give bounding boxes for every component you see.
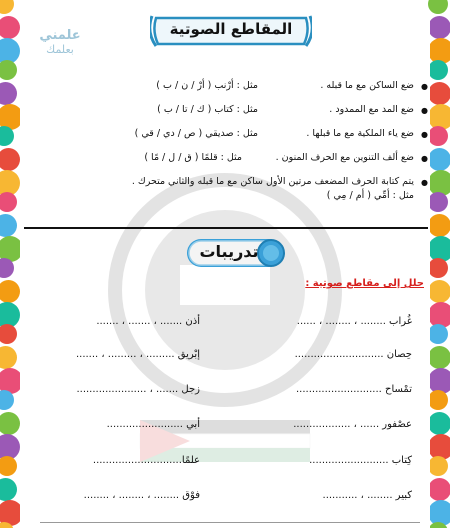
exercise-item: إبْريق ......... ، ......... ، ....... bbox=[75, 349, 200, 360]
exercises-label: تدريبات bbox=[199, 242, 259, 261]
exercise-item: غُراب ........ ، ........ ، ...... bbox=[296, 316, 412, 327]
decorative-dot bbox=[0, 126, 14, 146]
decorative-dot bbox=[0, 412, 20, 435]
bullet-icon: ● bbox=[421, 154, 428, 163]
bullet-icon: ● bbox=[421, 106, 428, 115]
decorative-dot bbox=[428, 346, 450, 369]
exercise-item: علمًا............................ bbox=[92, 455, 200, 466]
decorative-dot bbox=[0, 456, 17, 476]
rule-text: ضع الساكن مع ما قبله . bbox=[320, 80, 414, 91]
decorative-dot bbox=[428, 214, 450, 237]
site-logo bbox=[30, 28, 90, 68]
decorative-dot bbox=[0, 478, 17, 501]
decorative-dot bbox=[0, 148, 20, 171]
bullet-icon: ● bbox=[421, 82, 428, 91]
decorative-dot bbox=[0, 192, 17, 212]
rule-item bbox=[28, 150, 428, 174]
decorative-dot bbox=[0, 0, 14, 14]
decorative-dot bbox=[428, 412, 450, 435]
rules-list bbox=[28, 78, 428, 204]
exercise-item: تمْساح ........................... bbox=[296, 384, 412, 395]
exercise-item: كِتاب ......................... bbox=[309, 455, 412, 466]
decorative-dot bbox=[0, 16, 20, 39]
rule-text: ضع المد مع الممدود . bbox=[329, 104, 414, 115]
decorative-dot bbox=[428, 60, 448, 80]
exercise-item: فوْق ........ ، ........ ، ........ bbox=[83, 490, 200, 501]
rule-item bbox=[28, 126, 428, 150]
decorative-dot bbox=[428, 82, 450, 105]
rule-example: مثل : أمِّي ( أم / مِي ) bbox=[326, 190, 414, 201]
decorative-dot bbox=[0, 214, 17, 237]
decorative-dot bbox=[428, 390, 448, 410]
decorative-dot bbox=[0, 82, 17, 105]
decorative-dot bbox=[0, 258, 14, 278]
decorative-dot bbox=[0, 280, 20, 303]
rule-text: يتم كتابة الحرف المضعف مرتين الأول ساكن مع ما قبله والثاني متحرك . bbox=[131, 176, 414, 187]
rule-text: ضع ياء الملكية مع ما قبلها . bbox=[306, 128, 414, 139]
decorative-dot bbox=[428, 324, 448, 344]
decorative-dot bbox=[0, 346, 17, 369]
exercise-item: أبي ........................ bbox=[106, 419, 200, 430]
decorative-dot bbox=[428, 280, 450, 303]
exercise-item: حِصان ............................ bbox=[294, 349, 412, 360]
page-title: المقاطع الصوتية bbox=[169, 20, 293, 38]
exercise-item: كبير ........ ، ........... bbox=[322, 490, 412, 501]
instruction-heading: حلل إلى مقاطع صوتية : bbox=[305, 278, 424, 289]
decorative-dot bbox=[428, 0, 448, 14]
decorative-dot bbox=[0, 60, 17, 80]
section-divider bbox=[24, 227, 428, 229]
bullet-icon: ● bbox=[421, 130, 428, 139]
exercise-item: عصْفور ...... ، .................. bbox=[293, 419, 412, 430]
rule-item bbox=[28, 78, 428, 102]
decorative-dot bbox=[428, 258, 448, 278]
exercise-item: زجل ....... ، ...................... bbox=[76, 384, 200, 395]
exercise-item: أذن ....... ، ....... ، ....... bbox=[96, 316, 200, 327]
logo-line-1: علمني bbox=[39, 28, 81, 43]
rule-example: مثل : كتاب ( ك / تا / ب ) bbox=[157, 104, 258, 115]
rule-example: مثل : أرْنب ( أرْ / ن / ب ) bbox=[156, 80, 258, 91]
rule-example: مثل : قلمًا ( ق / ل / مًا ) bbox=[144, 152, 242, 163]
decorative-dot bbox=[428, 192, 448, 212]
bullet-icon: ● bbox=[421, 178, 428, 187]
rule-text: ضع ألف التنوين مع الحرف المنون . bbox=[275, 152, 414, 163]
decorative-dot bbox=[428, 16, 450, 39]
decorative-dot bbox=[428, 456, 448, 476]
rule-example: مثل : صديقي ( ص / دي / قي ) bbox=[134, 128, 258, 139]
decorative-dot bbox=[0, 324, 17, 344]
decorative-dot bbox=[428, 148, 450, 171]
logo-line-2: بعلمك bbox=[46, 43, 74, 56]
decorative-dot bbox=[428, 126, 448, 146]
decorative-dot bbox=[0, 390, 14, 410]
bottom-rule bbox=[40, 522, 420, 523]
decorative-dot bbox=[428, 478, 450, 501]
rule-item bbox=[28, 174, 428, 204]
rule-item bbox=[28, 102, 428, 126]
